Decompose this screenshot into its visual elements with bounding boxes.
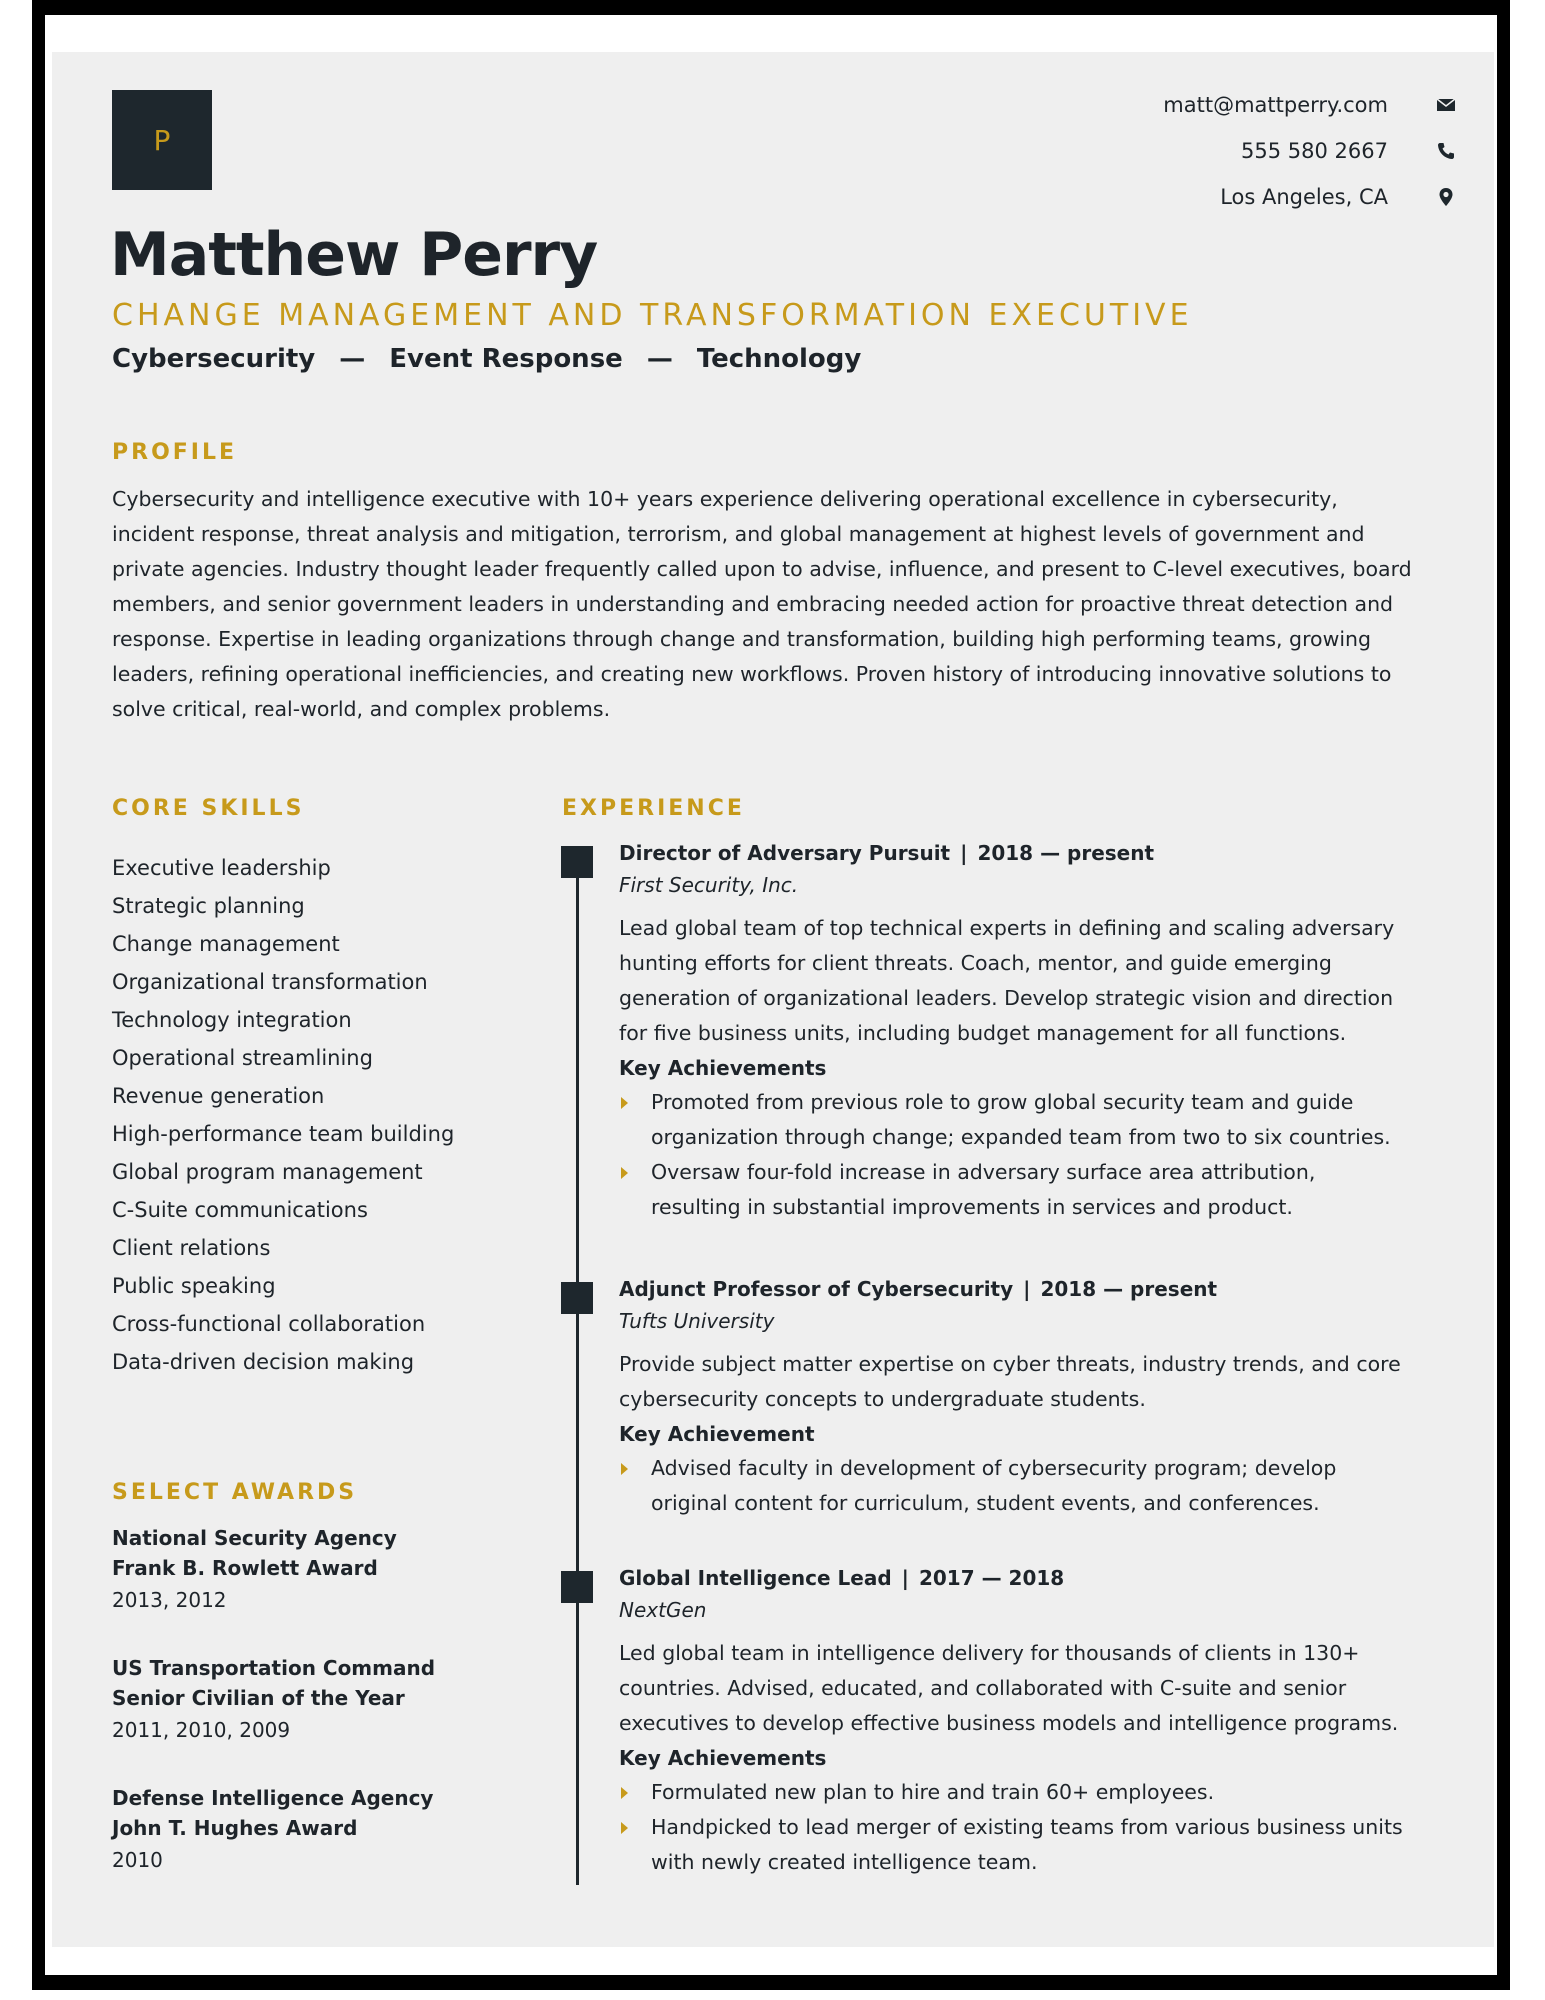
achievement-text: Oversaw four-fold increase in adversary surface area attribution, resulting in substantial improvements in services and product. [651,1160,1316,1219]
job-dates: 2017 — 2018 [918,1566,1065,1590]
award-years: 2013, 2012 [112,1588,227,1612]
monogram-logo [112,90,212,190]
job-role: Global Intelligence Lead [619,1566,892,1590]
job-dates: 2018 — present [1040,1277,1218,1301]
job-description: Provide subject matter expertise on cyber threats, industry trends, and core cybersecurity concepts to undergraduate students. [619,1352,1401,1411]
contact-phone[interactable]: 555 580 2667 [1241,139,1388,163]
award-org: US Transportation Command [112,1656,436,1680]
bullet-arrow-icon [621,1167,628,1179]
achievement-text: Promoted from previous role to grow global security team and guide organization through change; expanded team from two to six countries. [651,1090,1391,1149]
profile-summary: Cybersecurity and intelligence executive with 10+ years experience delivering operational excellence in cybersecurity, incident response, threat analysis and mitigation, terrorism, and global management at highest levels of government and private agencies. Industry thought leader frequently called upon to advise, influence, and present to C-level executives, board members, and senior government leaders in understanding and embracing needed action for proactive threat detection and response. Expertise in leading organizations through change and transformation, building high performing teams, growing leaders, refining operational inefficiencies, and creating new workflows. Proven history of introducing innovative solutions to solve critical, real-world, and complex problems. [112,487,1412,721]
profile-heading: PROFILE [112,440,238,465]
contact-location-row [996,174,1456,220]
experience-heading: EXPERIENCE [562,796,745,821]
achievement-item [619,1155,1409,1225]
specialty-item: Technology [696,344,862,374]
skill-item: Client relations [112,1236,271,1260]
job-title-separator: | [1023,1277,1031,1301]
skill-item: Revenue generation [112,1084,325,1108]
core-skills-heading: CORE SKILLS [112,796,305,821]
specialty-separator: — [339,344,366,374]
achievement-item [619,1085,1409,1155]
contact-email-row [996,82,1456,128]
award-name: John T. Hughes Award [112,1816,358,1840]
bullet-arrow-icon [621,1822,628,1834]
skill-item: Strategic planning [112,894,305,918]
map-pin-icon [1436,187,1456,207]
candidate-headline: CHANGE MANAGEMENT AND TRANSFORMATION EXECUTIVE [112,298,1193,333]
contact-location: Los Angeles, CA [1220,185,1388,209]
awards-list [112,1523,512,1913]
skill-item: Executive leadership [112,856,331,880]
award-name: Frank B. Rowlett Award [112,1556,378,1580]
core-skills-list [112,849,512,1381]
award-name: Senior Civilian of the Year [112,1686,405,1710]
achievements-list [619,1451,1409,1521]
monogram-letter: P [153,123,171,157]
skill-item: High-performance team building [112,1122,455,1146]
skill-item: Cross-functional collaboration [112,1312,426,1336]
job-company: NextGen [619,1598,707,1622]
skill-item: Operational streamlining [112,1046,373,1070]
award-org: Defense Intelligence Agency [112,1786,434,1810]
bullet-arrow-icon [621,1463,628,1475]
award-entry [112,1653,512,1747]
achievement-text: Advised faculty in development of cybersecurity program; develop original content for curriculum, student events, and conferences. [651,1456,1337,1515]
skill-item: Data-driven decision making [112,1350,415,1374]
award-years: 2010 [112,1848,163,1872]
timeline-marker [561,1282,593,1314]
candidate-name: Matthew Perry [110,220,598,290]
job-role: Adjunct Professor of Cybersecurity [619,1277,1014,1301]
achievement-text: Handpicked to lead merger of existing teams from various business units with newly created intelligence team. [651,1815,1403,1874]
envelope-icon [1436,95,1456,115]
job-entry [619,839,1409,1225]
resume-page [52,52,1494,1947]
contact-phone-row [996,128,1456,174]
achievement-text: Formulated new plan to hire and train 60+ employees. [651,1780,1215,1804]
job-description: Led global team in intelligence delivery for thousands of clients in 130+ countries. Advised, educated, and collaborated with C-suite and senior executives to develop effective business models and intelligence programs. [619,1641,1399,1735]
job-entry [619,1275,1409,1521]
timeline-marker [561,1571,593,1603]
phone-icon [1436,141,1456,161]
timeline-line [576,858,579,1885]
achievement-item [619,1775,1409,1810]
bullet-arrow-icon [621,1787,628,1799]
job-description: Lead global team of top technical experts in defining and scaling adversary hunting efforts for client threats. Coach, mentor, and guide emerging generation of organizational leaders. Develop strategic vision and direction for five business units, including budget management for all functions. [619,916,1395,1045]
achievement-item [619,1451,1409,1521]
skill-item: Technology integration [112,1008,352,1032]
achievement-item [619,1810,1409,1880]
achievements-list [619,1775,1409,1880]
job-title-separator: | [960,841,968,865]
job-title-separator: | [901,1566,909,1590]
timeline-marker [561,846,593,878]
skill-item: C-Suite communications [112,1198,368,1222]
skill-item: Organizational transformation [112,970,428,994]
specialty-separator: — [646,344,673,374]
contact-email[interactable]: matt@mattperry.com [1163,93,1388,117]
job-role: Director of Adversary Pursuit [619,841,951,865]
key-achievements-label: Key Achievements [619,1746,827,1770]
award-org: National Security Agency [112,1526,397,1550]
specialty-item: Event Response [389,344,623,374]
job-dates: 2018 — present [977,841,1155,865]
job-company: Tufts University [619,1309,775,1333]
skill-item: Global program management [112,1160,423,1184]
skill-item: Public speaking [112,1274,276,1298]
awards-heading: SELECT AWARDS [112,1480,358,1505]
specialties-line [112,344,861,374]
bullet-arrow-icon [621,1097,628,1109]
achievements-list [619,1085,1409,1225]
contact-block [996,82,1456,220]
key-achievements-label: Key Achievements [619,1056,827,1080]
job-entry [619,1564,1409,1880]
skill-item: Change management [112,932,340,956]
award-entry [112,1783,512,1877]
award-years: 2011, 2010, 2009 [112,1718,291,1742]
award-entry [112,1523,512,1617]
job-title-line [619,839,1409,867]
job-title-line [619,1564,1409,1592]
specialty-item: Cybersecurity [112,344,316,374]
job-company: First Security, Inc. [619,873,799,897]
job-title-line [619,1275,1409,1303]
key-achievements-label: Key Achievement [619,1422,815,1446]
